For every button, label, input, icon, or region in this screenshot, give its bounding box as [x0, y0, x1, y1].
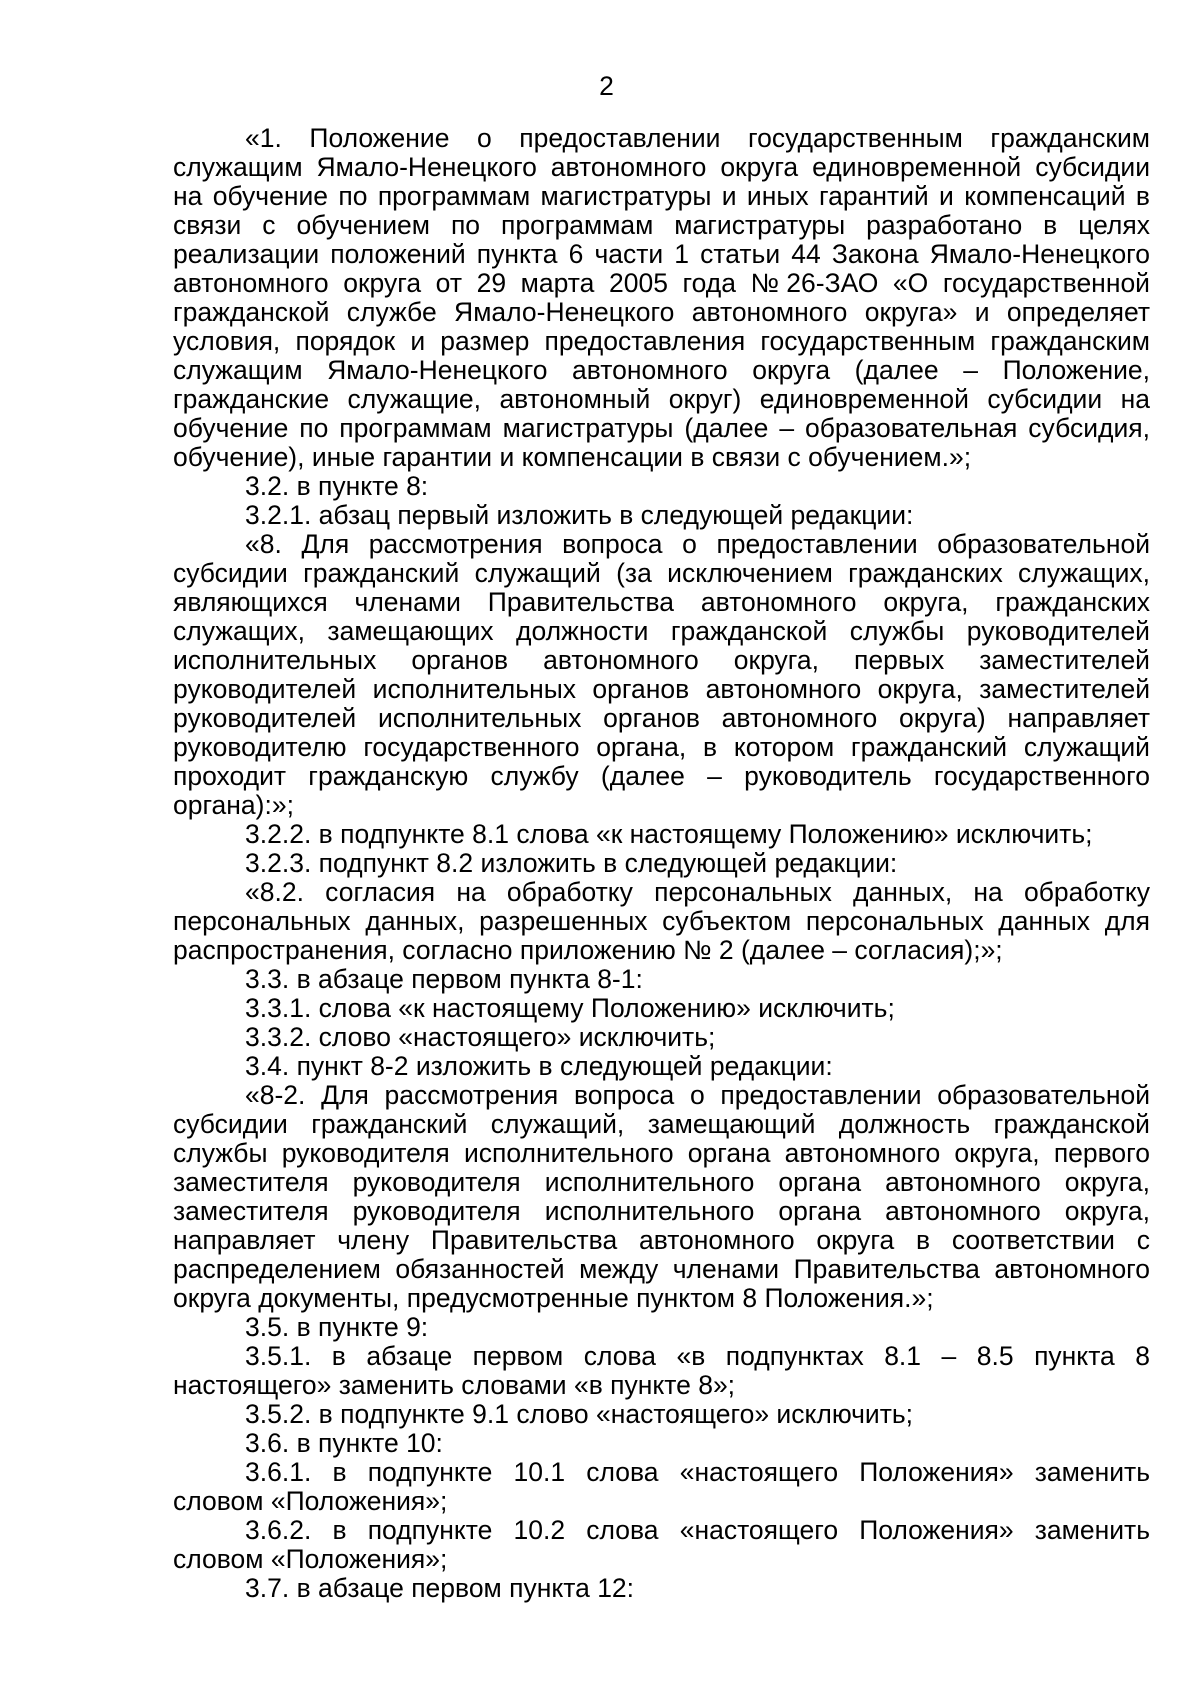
paragraph-3-2-1: 3.2.1. абзац первый изложить в следующей редакции: [245, 500, 914, 530]
paragraph-3-6: 3.6. в пункте 10: [245, 1428, 443, 1458]
paragraph-3-2-3: 3.2.3. подпункт 8.2 изложить в следующей редакции: [245, 848, 898, 878]
page-number: 2 [599, 71, 614, 101]
paragraph-3-6-1: 3.6.1. в подпункте 10.1 слова «настоящего Положения» заменить словом «Положения»; [173, 1457, 1150, 1516]
paragraph-3-3-2: 3.3.2. слово «настоящего» исключить; [245, 1022, 716, 1052]
paragraph-clause-1: «1. Положение о предоставлении государственным гражданским служащим Ямало-Ненецкого автономного округа единовременной субсидии на обучение по программам магистратуры и иных гарантий и компенсаций в связи с обучением по программам магистратуры разработано в целях реализации положений пункта 6 части 1 статьи 44 Закона Ямало-Ненецкого автономного округа от 29 марта 2005 года №26-ЗАО «О государственной гражданской службе Ямало-Ненецкого автономного округа» и определяет условия, порядок и размер предоставления государственным гражданским служащим Ямало-Ненецкого автономного округа (далее – Положение, гражданские служащие, автономный округ) единовременной субсидии на обучение по программам магистратуры (далее – образовательная субсидия, обучение), иные гарантии и компенсации в связи с обучением.»; [173, 123, 1150, 472]
paragraph-clause-8-2: «8.2. согласия на обработку персональных данных, на обработку персональных данных, разрешенных субъектом персональных данных для распространения, согласно приложению № 2 (далее – согласия);»; [173, 877, 1150, 965]
paragraph-clause-8-2-new: «8-2. Для рассмотрения вопроса о предоставлении образовательной субсидии гражданский служащий, замещающий должность гражданской службы руководителя исполнительного органа автономного округа, первого заместителя руководителя исполнительного органа автономного округа, заместителя руководителя исполнительного органа автономного округа, направляет члену Правительства автономного округа в соответствии с распределением обязанностей между членами Правительства автономного округа документы, предусмотренные пунктом 8 Положения.»; [173, 1080, 1150, 1313]
paragraph-clause-8: «8. Для рассмотрения вопроса о предоставлении образовательной субсидии гражданский служащий (за исключением гражданских служащих, являющихся членами Правительства автономного округа, гражданских служащих, замещающих должности гражданской службы руководителей исполнительных органов автономного округа, первых заместителей руководителей исполнительных органов автономного округа, заместителей руководителей исполнительных органов автономного округа) направляет руководителю государственного органа, в котором гражданский служащий проходит гражданскую службу (далее – руководитель государственного органа):»; [173, 529, 1150, 820]
paragraph-3-6-2: 3.6.2. в подпункте 10.2 слова «настоящего Положения» заменить словом «Положения»; [173, 1515, 1150, 1574]
paragraph-3-7: 3.7. в абзаце первом пункта 12: [245, 1573, 635, 1603]
paragraph-3-5-1: 3.5.1. в абзаце первом слова «в подпунктах 8.1 – 8.5 пункта 8 настоящего» заменить словами «в пункте 8»; [173, 1341, 1150, 1400]
paragraph-3-4: 3.4. пункт 8-2 изложить в следующей редакции: [245, 1051, 833, 1081]
paragraph-3-2: 3.2. в пункте 8: [245, 471, 429, 501]
document-body [173, 124, 1150, 1603]
paragraph-3-3: 3.3. в абзаце первом пункта 8-1: [245, 964, 643, 994]
paragraph-3-5: 3.5. в пункте 9: [245, 1312, 429, 1342]
paragraph-3-3-1: 3.3.1. слова «к настоящему Положению» исключить; [245, 993, 895, 1023]
paragraph-3-2-2: 3.2.2. в подпункте 8.1 слова «к настоящему Положению» исключить; [245, 819, 1093, 849]
paragraph-3-5-2: 3.5.2. в подпункте 9.1 слово «настоящего» исключить; [245, 1399, 914, 1429]
